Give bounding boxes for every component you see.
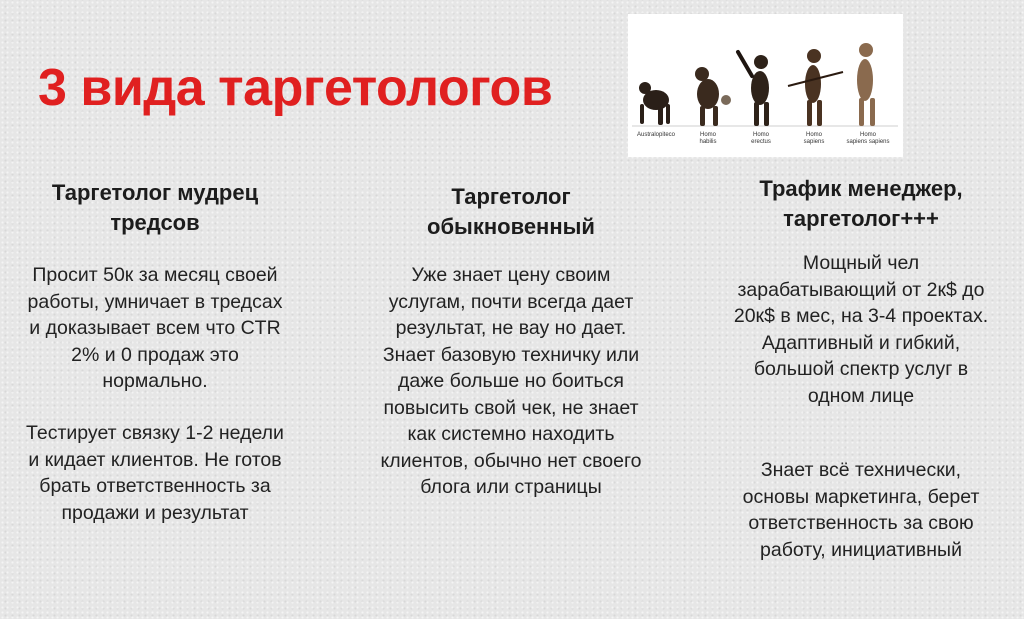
column-paragraph: Мощный чел зарабатывающий от 2к$ до 20к$ в мес, на 3-4 проектах. Адаптивный и гибкий, большой спектр услуг в одном лице [733, 252, 989, 407]
column-traffic-manager [725, 0, 997, 619]
caption-4b: sapiens [803, 139, 825, 145]
caption-4: Homo [805, 132, 823, 138]
caption-1: Australopiteco [636, 132, 676, 138]
caption-5b: sapiens sapiens [846, 139, 890, 145]
caption-5: Homo [859, 132, 877, 138]
column-guru [20, 0, 290, 619]
caption-3: Homo [752, 132, 770, 138]
column-paragraph: Знает всё технически, основы маркетинга, берет ответственность за свою работу, инициативный [742, 459, 980, 561]
column-heading: Таргетолог обыкновенный [427, 184, 595, 239]
column-paragraph: Просит 50к за месяц своей работы, умничает в тредсах и доказывает всем что CTR 2% и 0 продаж это нормально. [27, 264, 283, 392]
slide-title: 3 вида таргетологов [38, 59, 553, 117]
figure-australopithecus [639, 82, 670, 125]
column-paragraph: Уже знает цену своим услугам, почти всегда дает результат, не вау но дает. Знает базовую техничку или даже больше но боиться повысить свой чек, не знает как системно находить клиентов, обычно нет своего блога или страницы [380, 264, 642, 498]
caption-2: Homo [699, 132, 717, 138]
column-ordinary [380, 0, 642, 619]
caption-2b: habilis [699, 139, 717, 145]
column-heading: Таргетолог мудрец тредсов [51, 180, 259, 235]
caption-3b: erectus [751, 139, 771, 145]
column-heading: Трафик менеджер, таргетолог+++ [759, 176, 963, 231]
column-paragraph: Тестирует связку 1-2 недели и кидает клиентов. Не готов брать ответственность за продажи и результат [26, 422, 284, 524]
